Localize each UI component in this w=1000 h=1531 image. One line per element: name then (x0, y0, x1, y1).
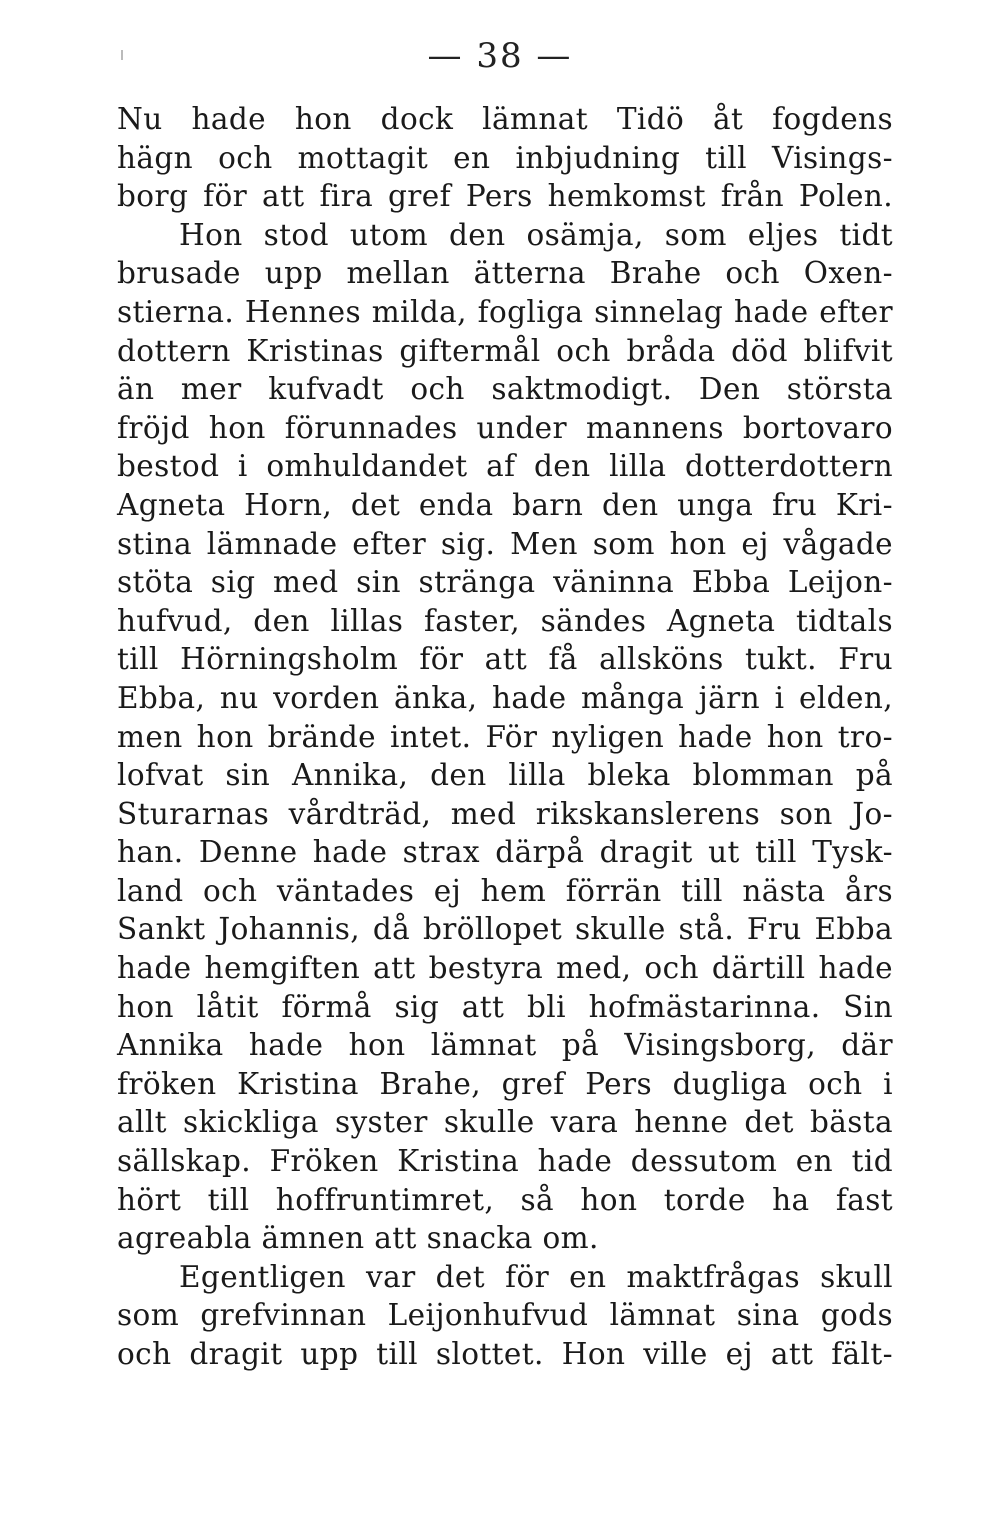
paragraph-end-line: agreabla ämnen att snacka om. (117, 1221, 599, 1256)
text-line: Sankt Johannis, då bröllopet skulle stå. Fru Ebba (117, 912, 893, 947)
text-line: brusade upp mellan ätterna Brahe och Oxen- (117, 256, 893, 291)
text-line: sällskap. Fröken Kristina hade dessutom en tid (117, 1144, 893, 1179)
text-line: Nu hade hon dock lämnat Tidö åt fogdens (117, 102, 893, 136)
text-line: land och väntades ej hem förrän till nästa års (117, 873, 893, 908)
text-line: hört till hoffruntimret, så hon torde ha fast (117, 1182, 893, 1217)
text-line: stina lämnade efter sig. Men som hon ej vågade (117, 526, 893, 561)
text-line: Annika hade hon lämnat på Visingsborg, där (117, 1028, 893, 1063)
text-line: och dragit upp till slottet. Hon ville ej att fält- (117, 1337, 893, 1371)
text-line: fröken Kristina Brahe, gref Pers dugliga och i (117, 1066, 893, 1101)
text-line: Ebba, nu vorden änka, hade många järn i elden, (117, 680, 893, 715)
text-line: men hon brände intet. För nyligen hade hon tro- (117, 719, 893, 754)
text-line: Agneta Horn, det enda barn den unga fru Kri- (117, 487, 893, 522)
text-line: hägn och mottagit en inbjudning till Visings- (117, 140, 893, 175)
text-line: Sturarnas vårdträd, med rikskanslerens son Jo- (117, 796, 893, 831)
text-line: stöta sig med sin stränga väninna Ebba Leijon- (117, 565, 893, 600)
text-line: stierna. Hennes milda, fogliga sinnelag hade efter (117, 294, 893, 329)
text-line: bestod i omhuldandet af den lilla dotterdottern (117, 449, 893, 484)
page-number: — 38 — (427, 36, 573, 76)
text-line: fröjd hon förunnades under mannens bortovaro (117, 410, 893, 445)
text-line: lofvat sin Annika, den lilla bleka blomman på (117, 758, 893, 793)
text-line: hufvud, den lillas faster, sändes Agneta tidtals (117, 603, 893, 638)
text-line: än mer kufvadt och saktmodigt. Den största (117, 372, 893, 407)
text-line: borg för att fira gref Pers hemkomst från Polen. (117, 179, 893, 214)
paragraph-start-line: Hon stod utom den osämja, som eljes tidt (179, 217, 893, 252)
text-line: dottern Kristinas giftermål och bråda död blifvit (117, 333, 893, 368)
text-line: hade hemgiften att bestyra med, och därtill hade (117, 951, 893, 986)
body-text (117, 100, 893, 1374)
text-line: till Hörningsholm för att få allsköns tukt. Fru (117, 642, 893, 677)
text-line: hon låtit förmå sig att bli hofmästarinna. Sin (117, 989, 893, 1024)
text-line: han. Denne hade strax därpå dragit ut till Tysk- (117, 835, 893, 870)
text-line: som grefvinnan Leijonhufvud lämnat sina gods (117, 1298, 893, 1333)
text-line: allt skickliga syster skulle vara henne det bästa (117, 1105, 893, 1140)
paragraph-start-line: Egentligen var det för en maktfrågas skull (179, 1259, 893, 1294)
